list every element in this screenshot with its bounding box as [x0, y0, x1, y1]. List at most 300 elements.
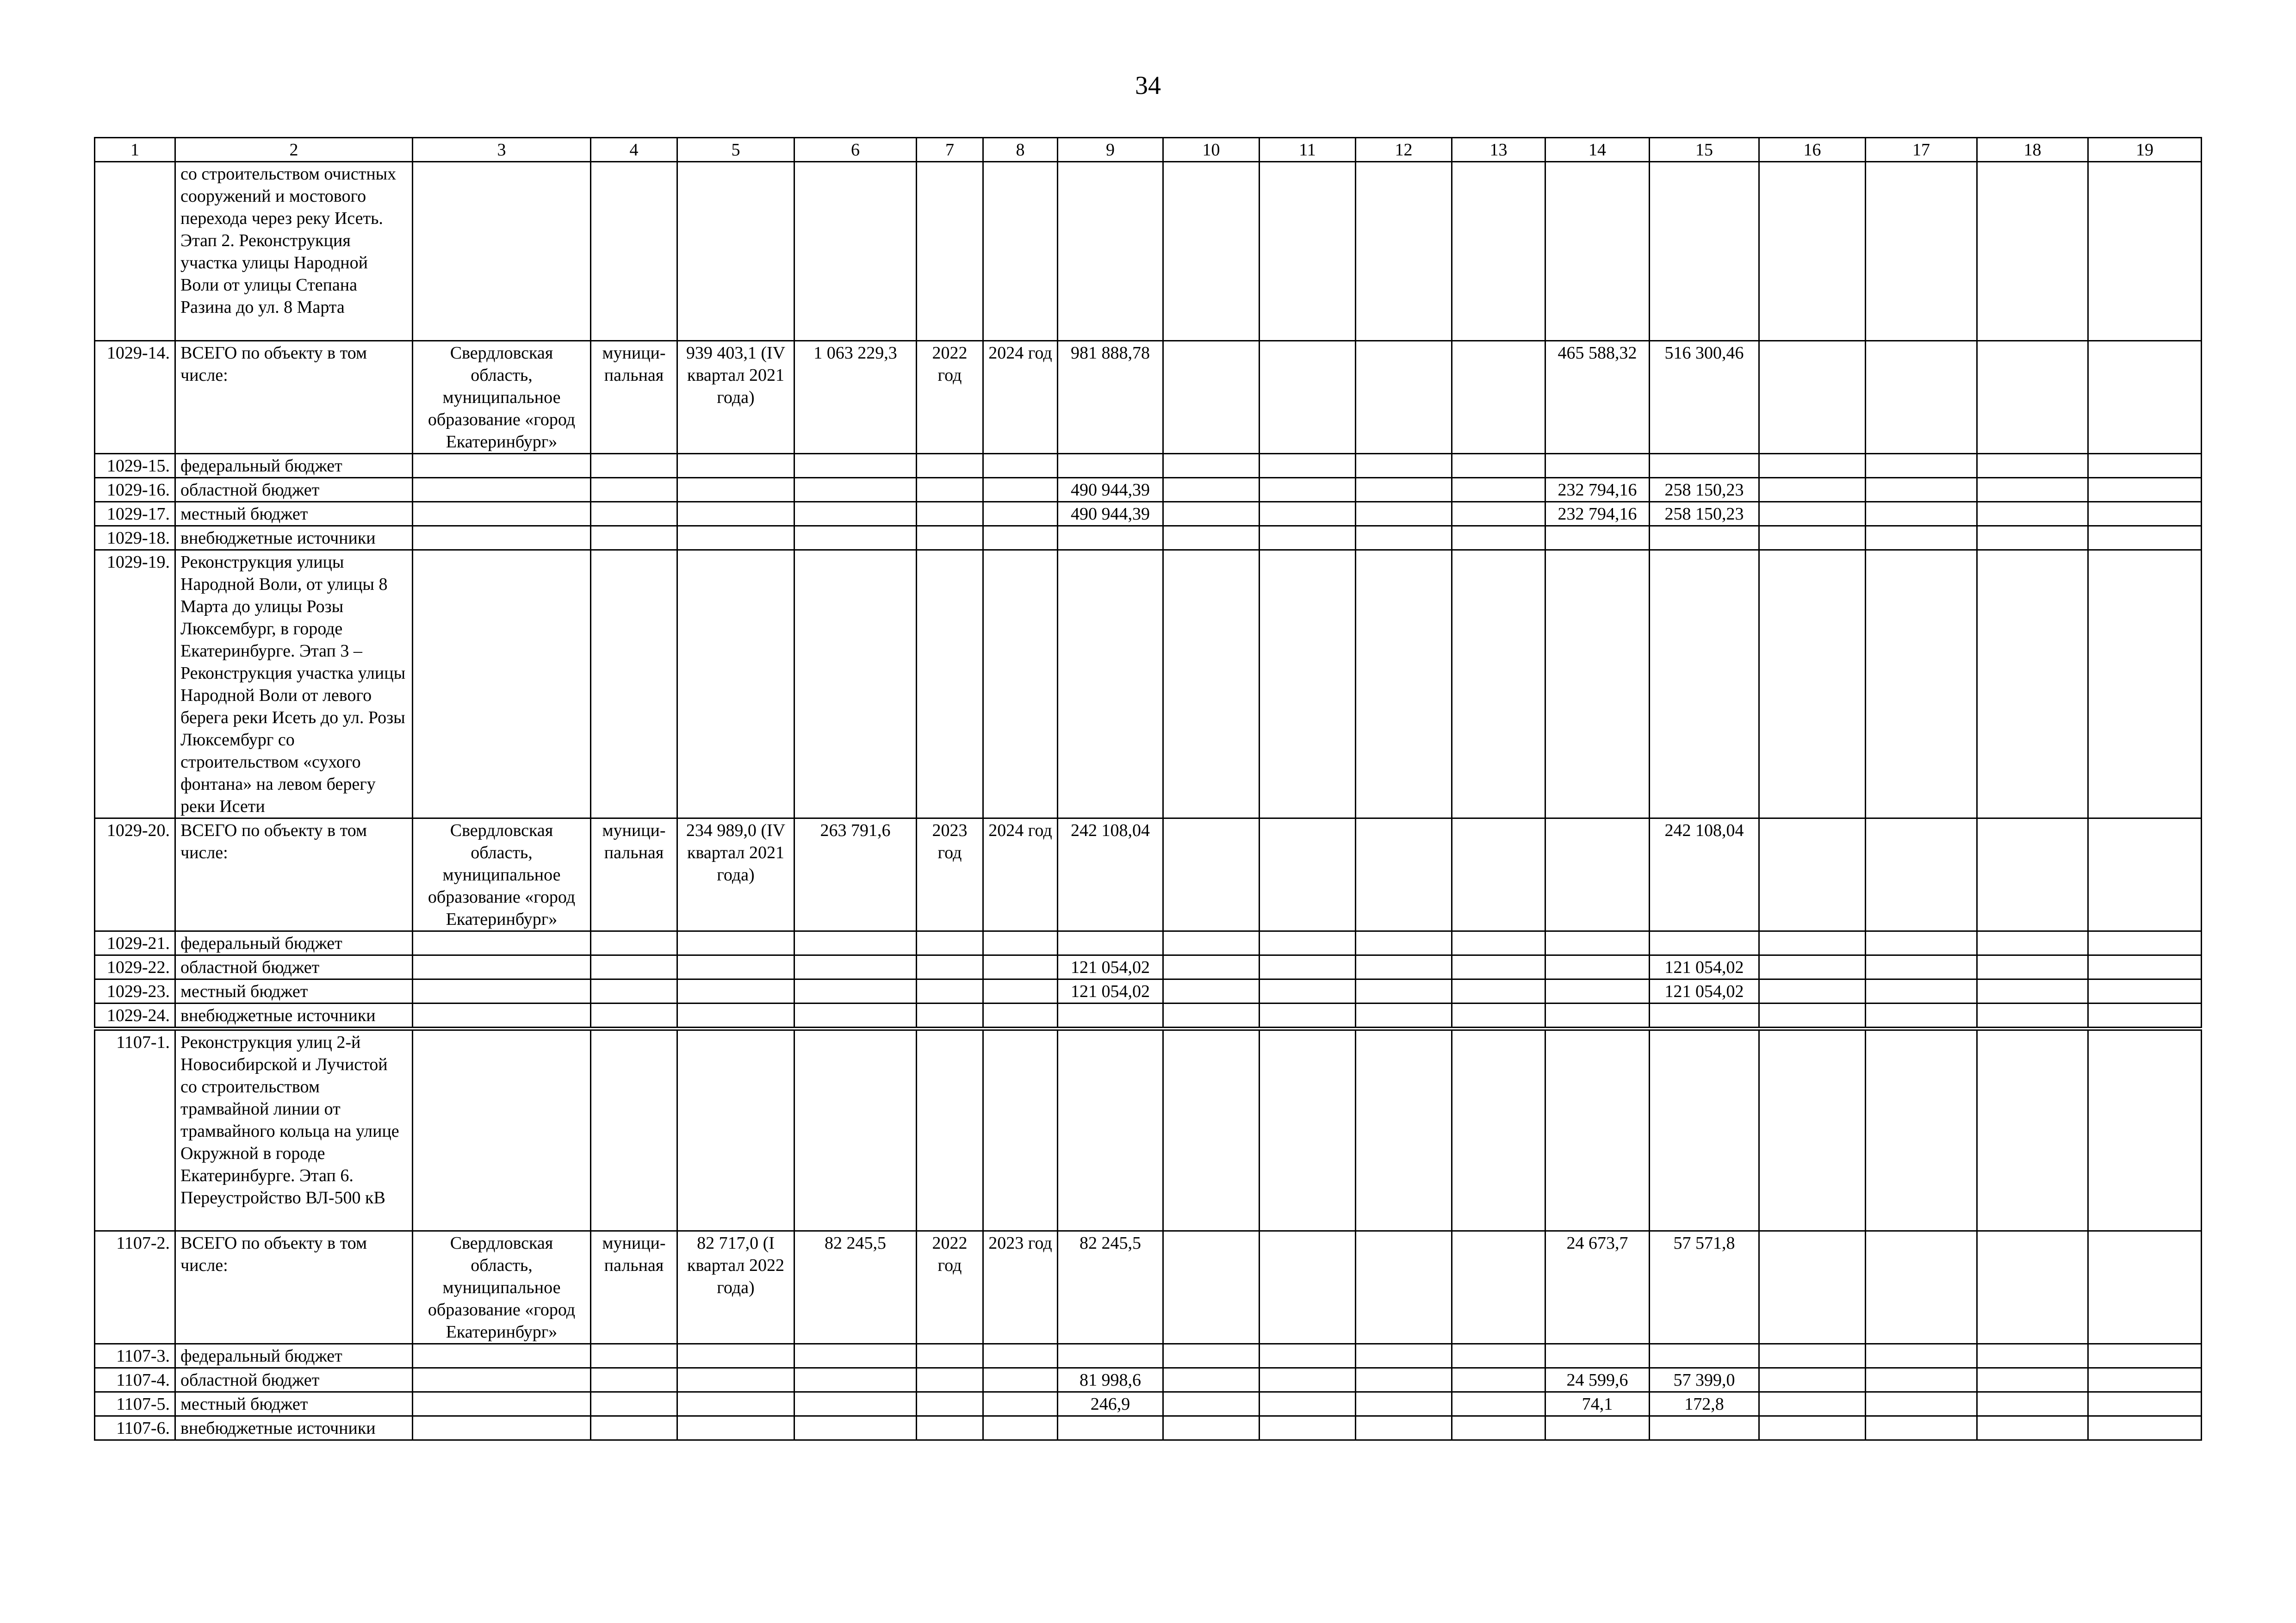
object-name-cell: областной бюджет [175, 955, 413, 979]
col-10-cell [1163, 162, 1260, 341]
start-year-cell [917, 550, 983, 818]
header-cell: 19 [2088, 138, 2202, 162]
col-14-amount-cell [1545, 1004, 1650, 1029]
col-14-amount-cell [1545, 818, 1650, 931]
total-amount-cell: 82 245,5 [1058, 1231, 1163, 1344]
row-number-cell: 1107-5. [95, 1392, 175, 1416]
col-10-cell [1163, 979, 1260, 1004]
object-name-cell: местный бюджет [175, 502, 413, 526]
location-cell [413, 1368, 591, 1392]
end-year-cell [983, 1004, 1058, 1029]
location-cell [413, 1344, 591, 1368]
total-amount-cell: 246,9 [1058, 1392, 1163, 1416]
col-11-cell [1260, 550, 1356, 818]
col-14-amount-cell: 465 588,32 [1545, 341, 1650, 454]
total-amount-cell: 81 998,6 [1058, 1368, 1163, 1392]
table-row [95, 955, 2202, 979]
col-17-cell [1866, 979, 1977, 1004]
col-13-cell [1452, 454, 1545, 478]
ownership-cell: муници-пальная [591, 341, 677, 454]
col-19-cell [2088, 478, 2202, 502]
object-name-cell: федеральный бюджет [175, 931, 413, 955]
start-year-cell [917, 1368, 983, 1392]
col-13-cell [1452, 1344, 1545, 1368]
ownership-cell [591, 550, 677, 818]
ownership-cell [591, 1416, 677, 1440]
object-name-cell: Реконструкция улицы Народной Воли, от улицы 8 Марта до улицы Розы Люксембург, в городе Екатеринбурге. Этап 3 – Реконструкция участка улицы Народной Воли от левого берега реки Исеть до ул. Розы Люксембург со строительством «сухого фонтана» на левом берегу реки Исети [175, 550, 413, 818]
cost-cell [794, 526, 917, 550]
ownership-cell [591, 1368, 677, 1392]
start-year-cell [917, 478, 983, 502]
total-amount-cell: 242 108,04 [1058, 818, 1163, 931]
col-11-cell [1260, 1368, 1356, 1392]
table-row [95, 1344, 2202, 1368]
col-14-amount-cell: 74,1 [1545, 1392, 1650, 1416]
cost-cell: 1 063 229,3 [794, 341, 917, 454]
col-14-amount-cell [1545, 1416, 1650, 1440]
row-number-cell: 1029-18. [95, 526, 175, 550]
col-15-amount-cell: 258 150,23 [1650, 478, 1759, 502]
table-row [95, 502, 2202, 526]
col-18-cell [1977, 1416, 2088, 1440]
col-19-cell [2088, 502, 2202, 526]
total-amount-cell [1058, 1344, 1163, 1368]
location-cell [413, 1416, 591, 1440]
col-11-cell [1260, 931, 1356, 955]
cost-cell [794, 550, 917, 818]
col-18-cell [1977, 979, 2088, 1004]
col-15-amount-cell [1650, 162, 1759, 341]
start-year-cell: 2023 год [917, 818, 983, 931]
ownership-cell [591, 1029, 677, 1231]
col-18-cell [1977, 1368, 2088, 1392]
col-13-cell [1452, 1029, 1545, 1231]
location-cell: Свердловская область, муниципальное образование «город Екатеринбург» [413, 1231, 591, 1344]
col-14-amount-cell: 24 673,7 [1545, 1231, 1650, 1344]
start-year-cell: 2022 год [917, 341, 983, 454]
col-10-cell [1163, 550, 1260, 818]
col-16-cell [1759, 162, 1866, 341]
col-11-cell [1260, 955, 1356, 979]
col-16-cell [1759, 526, 1866, 550]
header-cell: 16 [1759, 138, 1866, 162]
col-18-cell [1977, 1029, 2088, 1231]
col-11-cell [1260, 341, 1356, 454]
col-11-cell [1260, 1416, 1356, 1440]
col-11-cell [1260, 162, 1356, 341]
total-amount-cell [1058, 1004, 1163, 1029]
location-cell: Свердловская область, муниципальное образование «город Екатеринбург» [413, 818, 591, 931]
page-number: 34 [1135, 71, 1161, 100]
location-cell [413, 526, 591, 550]
estimated-cost-cell [677, 1004, 794, 1029]
col-16-cell [1759, 341, 1866, 454]
object-name-cell: внебюджетные источники [175, 1004, 413, 1029]
col-16-cell [1759, 550, 1866, 818]
col-18-cell [1977, 1344, 2088, 1368]
end-year-cell [983, 502, 1058, 526]
col-12-cell [1356, 955, 1452, 979]
object-name-cell: со строительством очистных сооружений и мостового перехода через реку Исеть. Этап 2. Реконструкция участка улицы Народной Воли от улицы Степана Разина до ул. 8 Марта [175, 162, 413, 341]
table-row [95, 1392, 2202, 1416]
ownership-cell [591, 502, 677, 526]
location-cell [413, 454, 591, 478]
object-name-cell: федеральный бюджет [175, 454, 413, 478]
col-12-cell [1356, 1392, 1452, 1416]
col-11-cell [1260, 454, 1356, 478]
col-17-cell [1866, 454, 1977, 478]
row-number-cell: 1029-15. [95, 454, 175, 478]
col-14-amount-cell: 24 599,6 [1545, 1368, 1650, 1392]
cost-cell [794, 478, 917, 502]
col-13-cell [1452, 1004, 1545, 1029]
total-amount-cell [1058, 526, 1163, 550]
total-amount-cell: 121 054,02 [1058, 979, 1163, 1004]
col-15-amount-cell [1650, 931, 1759, 955]
col-19-cell [2088, 341, 2202, 454]
col-19-cell [2088, 1029, 2202, 1231]
object-name-cell: областной бюджет [175, 478, 413, 502]
col-19-cell [2088, 1368, 2202, 1392]
col-18-cell [1977, 162, 2088, 341]
col-14-amount-cell [1545, 1344, 1650, 1368]
row-number-cell: 1029-23. [95, 979, 175, 1004]
header-row [95, 138, 2202, 162]
estimated-cost-cell [677, 526, 794, 550]
ownership-cell [591, 526, 677, 550]
total-amount-cell: 121 054,02 [1058, 955, 1163, 979]
location-cell [413, 162, 591, 341]
header-cell: 1 [95, 138, 175, 162]
col-17-cell [1866, 955, 1977, 979]
col-15-amount-cell [1650, 454, 1759, 478]
object-name-cell: ВСЕГО по объекту в том числе: [175, 818, 413, 931]
budget-table [94, 137, 2202, 1441]
estimated-cost-cell: 234 989,0 (IV квартал 2021 года) [677, 818, 794, 931]
ownership-cell: муници-пальная [591, 818, 677, 931]
col-13-cell [1452, 931, 1545, 955]
col-13-cell [1452, 955, 1545, 979]
col-17-cell [1866, 1368, 1977, 1392]
col-13-cell [1452, 1416, 1545, 1440]
col-11-cell [1260, 478, 1356, 502]
estimated-cost-cell [677, 454, 794, 478]
col-14-amount-cell [1545, 454, 1650, 478]
end-year-cell [983, 454, 1058, 478]
table-row [95, 454, 2202, 478]
col-15-amount-cell: 121 054,02 [1650, 955, 1759, 979]
col-10-cell [1163, 1231, 1260, 1344]
col-12-cell [1356, 502, 1452, 526]
location-cell [413, 979, 591, 1004]
col-12-cell [1356, 979, 1452, 1004]
start-year-cell [917, 1392, 983, 1416]
col-17-cell [1866, 818, 1977, 931]
col-12-cell [1356, 454, 1452, 478]
table-row [95, 1416, 2202, 1440]
header-cell: 8 [983, 138, 1058, 162]
col-16-cell [1759, 1029, 1866, 1231]
cost-cell [794, 931, 917, 955]
col-16-cell [1759, 979, 1866, 1004]
col-18-cell [1977, 341, 2088, 454]
table-row [95, 162, 2202, 341]
col-16-cell [1759, 454, 1866, 478]
estimated-cost-cell [677, 1368, 794, 1392]
start-year-cell [917, 526, 983, 550]
table-row [95, 526, 2202, 550]
row-number-cell: 1029-22. [95, 955, 175, 979]
col-12-cell [1356, 818, 1452, 931]
col-10-cell [1163, 1368, 1260, 1392]
total-amount-cell [1058, 1029, 1163, 1231]
col-18-cell [1977, 1004, 2088, 1029]
ownership-cell [591, 1004, 677, 1029]
header-cell: 3 [413, 138, 591, 162]
col-15-amount-cell: 57 571,8 [1650, 1231, 1759, 1344]
col-11-cell [1260, 1231, 1356, 1344]
table-row [95, 979, 2202, 1004]
estimated-cost-cell [677, 1344, 794, 1368]
col-12-cell [1356, 1029, 1452, 1231]
col-19-cell [2088, 1392, 2202, 1416]
start-year-cell [917, 1416, 983, 1440]
row-number-cell: 1107-4. [95, 1368, 175, 1392]
cost-cell [794, 162, 917, 341]
col-14-amount-cell [1545, 550, 1650, 818]
end-year-cell [983, 955, 1058, 979]
col-14-amount-cell: 232 794,16 [1545, 478, 1650, 502]
start-year-cell [917, 955, 983, 979]
col-17-cell [1866, 526, 1977, 550]
col-18-cell [1977, 1392, 2088, 1416]
col-13-cell [1452, 162, 1545, 341]
start-year-cell [917, 162, 983, 341]
object-name-cell: ВСЕГО по объекту в том числе: [175, 1231, 413, 1344]
col-16-cell [1759, 502, 1866, 526]
header-cell: 6 [794, 138, 917, 162]
ownership-cell [591, 1344, 677, 1368]
header-cell: 5 [677, 138, 794, 162]
start-year-cell [917, 979, 983, 1004]
col-10-cell [1163, 931, 1260, 955]
cost-cell [794, 1004, 917, 1029]
col-13-cell [1452, 502, 1545, 526]
location-cell: Свердловская область, муниципальное образование «город Екатеринбург» [413, 341, 591, 454]
cost-cell [794, 1344, 917, 1368]
object-name-cell: ВСЕГО по объекту в том числе: [175, 341, 413, 454]
col-10-cell [1163, 818, 1260, 931]
col-10-cell [1163, 454, 1260, 478]
col-15-amount-cell: 516 300,46 [1650, 341, 1759, 454]
table-row [95, 818, 2202, 931]
table-row [95, 1231, 2202, 1344]
col-18-cell [1977, 1231, 2088, 1344]
col-15-amount-cell: 172,8 [1650, 1392, 1759, 1416]
col-18-cell [1977, 818, 2088, 931]
header-cell: 15 [1650, 138, 1759, 162]
end-year-cell: 2023 год [983, 1231, 1058, 1344]
col-13-cell [1452, 1368, 1545, 1392]
col-16-cell [1759, 818, 1866, 931]
ownership-cell [591, 162, 677, 341]
location-cell [413, 502, 591, 526]
estimated-cost-cell [677, 550, 794, 818]
col-16-cell [1759, 478, 1866, 502]
col-12-cell [1356, 1368, 1452, 1392]
col-17-cell [1866, 931, 1977, 955]
col-12-cell [1356, 931, 1452, 955]
col-15-amount-cell: 57 399,0 [1650, 1368, 1759, 1392]
row-number-cell: 1029-17. [95, 502, 175, 526]
end-year-cell: 2024 год [983, 341, 1058, 454]
col-12-cell [1356, 550, 1452, 818]
end-year-cell [983, 162, 1058, 341]
col-15-amount-cell: 242 108,04 [1650, 818, 1759, 931]
object-name-cell: внебюджетные источники [175, 526, 413, 550]
col-11-cell [1260, 1392, 1356, 1416]
end-year-cell [983, 550, 1058, 818]
estimated-cost-cell [677, 502, 794, 526]
col-11-cell [1260, 502, 1356, 526]
col-19-cell [2088, 1344, 2202, 1368]
row-number-cell: 1029-20. [95, 818, 175, 931]
col-12-cell [1356, 1231, 1452, 1344]
col-12-cell [1356, 526, 1452, 550]
table-row [95, 1368, 2202, 1392]
col-19-cell [2088, 526, 2202, 550]
col-17-cell [1866, 1416, 1977, 1440]
col-17-cell [1866, 1344, 1977, 1368]
row-number-cell: 1029-16. [95, 478, 175, 502]
col-15-amount-cell: 121 054,02 [1650, 979, 1759, 1004]
location-cell [413, 478, 591, 502]
row-number-cell: 1029-24. [95, 1004, 175, 1029]
table-row [95, 341, 2202, 454]
col-15-amount-cell [1650, 1029, 1759, 1231]
col-16-cell [1759, 1392, 1866, 1416]
col-15-amount-cell [1650, 1416, 1759, 1440]
row-number-cell: 1107-3. [95, 1344, 175, 1368]
end-year-cell [983, 931, 1058, 955]
col-16-cell [1759, 1368, 1866, 1392]
cost-cell [794, 502, 917, 526]
header-cell: 13 [1452, 138, 1545, 162]
col-12-cell [1356, 1004, 1452, 1029]
col-19-cell [2088, 955, 2202, 979]
col-15-amount-cell [1650, 1344, 1759, 1368]
col-19-cell [2088, 1416, 2202, 1440]
col-17-cell [1866, 478, 1977, 502]
cost-cell [794, 1368, 917, 1392]
end-year-cell: 2024 год [983, 818, 1058, 931]
col-12-cell [1356, 478, 1452, 502]
col-16-cell [1759, 931, 1866, 955]
col-18-cell [1977, 454, 2088, 478]
start-year-cell [917, 1344, 983, 1368]
col-19-cell [2088, 454, 2202, 478]
estimated-cost-cell [677, 1392, 794, 1416]
col-11-cell [1260, 1029, 1356, 1231]
col-11-cell [1260, 979, 1356, 1004]
col-17-cell [1866, 1392, 1977, 1416]
col-16-cell [1759, 1004, 1866, 1029]
col-14-amount-cell [1545, 931, 1650, 955]
col-16-cell [1759, 1344, 1866, 1368]
end-year-cell [983, 1368, 1058, 1392]
total-amount-cell: 981 888,78 [1058, 341, 1163, 454]
table-row [95, 1029, 2202, 1231]
col-14-amount-cell [1545, 955, 1650, 979]
col-17-cell [1866, 1231, 1977, 1344]
header-cell: 10 [1163, 138, 1260, 162]
col-13-cell [1452, 979, 1545, 1004]
start-year-cell [917, 1029, 983, 1231]
col-18-cell [1977, 526, 2088, 550]
col-14-amount-cell [1545, 162, 1650, 341]
cost-cell [794, 454, 917, 478]
cost-cell: 263 791,6 [794, 818, 917, 931]
total-amount-cell [1058, 1416, 1163, 1440]
col-10-cell [1163, 478, 1260, 502]
col-19-cell [2088, 979, 2202, 1004]
object-name-cell: местный бюджет [175, 979, 413, 1004]
end-year-cell [983, 979, 1058, 1004]
header-cell: 11 [1260, 138, 1356, 162]
col-11-cell [1260, 1344, 1356, 1368]
start-year-cell [917, 454, 983, 478]
estimated-cost-cell: 82 717,0 (I квартал 2022 года) [677, 1231, 794, 1344]
header-cell: 17 [1866, 138, 1977, 162]
end-year-cell [983, 1029, 1058, 1231]
col-13-cell [1452, 818, 1545, 931]
col-17-cell [1866, 502, 1977, 526]
total-amount-cell: 490 944,39 [1058, 502, 1163, 526]
estimated-cost-cell [677, 478, 794, 502]
col-17-cell [1866, 341, 1977, 454]
table-row [95, 478, 2202, 502]
ownership-cell [591, 979, 677, 1004]
col-18-cell [1977, 502, 2088, 526]
col-10-cell [1163, 1004, 1260, 1029]
estimated-cost-cell [677, 931, 794, 955]
cost-cell [794, 1029, 917, 1231]
cost-cell: 82 245,5 [794, 1231, 917, 1344]
table-row [95, 550, 2202, 818]
location-cell [413, 1029, 591, 1231]
col-10-cell [1163, 1029, 1260, 1231]
header-cell: 7 [917, 138, 983, 162]
col-19-cell [2088, 550, 2202, 818]
estimated-cost-cell [677, 1416, 794, 1440]
col-13-cell [1452, 1392, 1545, 1416]
location-cell [413, 1392, 591, 1416]
col-15-amount-cell [1650, 526, 1759, 550]
location-cell [413, 1004, 591, 1029]
col-13-cell [1452, 1231, 1545, 1344]
end-year-cell [983, 478, 1058, 502]
header-cell: 4 [591, 138, 677, 162]
end-year-cell [983, 1344, 1058, 1368]
col-18-cell [1977, 955, 2088, 979]
col-12-cell [1356, 1344, 1452, 1368]
col-18-cell [1977, 931, 2088, 955]
header-cell: 9 [1058, 138, 1163, 162]
row-number-cell: 1107-2. [95, 1231, 175, 1344]
location-cell [413, 955, 591, 979]
end-year-cell [983, 1416, 1058, 1440]
object-name-cell: федеральный бюджет [175, 1344, 413, 1368]
